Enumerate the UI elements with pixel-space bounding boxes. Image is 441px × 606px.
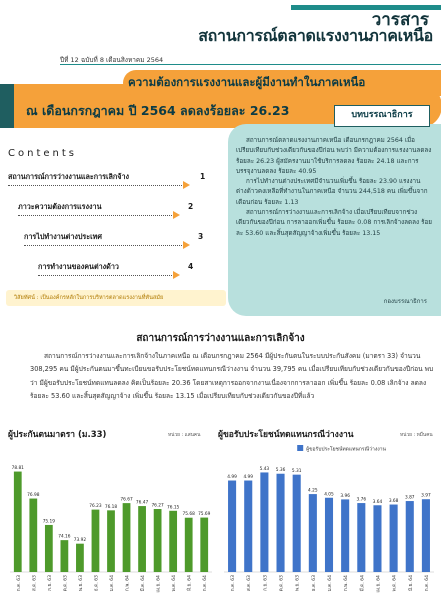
toc-item-4[interactable]: การทำงานของคนต่างด้าว bbox=[38, 262, 119, 271]
x-tick-label: มิ.ย. 64 bbox=[187, 575, 193, 591]
bar-value-label: 75.19 bbox=[42, 519, 56, 525]
x-tick-label: ก.ค. 64 bbox=[203, 575, 209, 592]
legend-label: ผู้ขอรับประโยชน์ทดแทนกรณีว่างงาน bbox=[306, 446, 386, 453]
editorial-para-1: สถานการณ์ตลาดแรงงานภาคเหนือ เดือนกรกฎาคม 2564 เมื่อเปรียบเทียบกับช่วงเดียวกันของปีก่อน พบว่า มีความต้องการแรงงานลดลง ร้อยละ 26.23 ผู้สมัครงานมาใช้บริการลดลง ร้อยละ 24.18 และการบรรจุงานลดลง ร้อยละ 40.95 bbox=[236, 137, 432, 175]
x-tick-label: ก.ย. 63 bbox=[47, 575, 53, 591]
header-rule bbox=[60, 64, 441, 65]
bar bbox=[185, 518, 193, 572]
bar bbox=[138, 506, 146, 572]
x-tick-label: พ.ย. 63 bbox=[78, 575, 84, 591]
bar bbox=[107, 510, 115, 572]
editorial-text bbox=[236, 136, 432, 239]
toc-dots-2 bbox=[18, 215, 178, 216]
editorial-signature: กองบรรณาธิการ bbox=[383, 298, 427, 305]
x-tick-label: ม.ค. 64 bbox=[328, 575, 333, 592]
issue-info: ปีที่ 12 ฉบับที่ 8 เดือนสิงหาคม 2564 bbox=[60, 56, 164, 64]
headline-banner-accent bbox=[0, 84, 14, 128]
x-tick-label: ก.ค. 63 bbox=[16, 575, 22, 592]
bar bbox=[29, 499, 37, 572]
toc-page-3: 3 bbox=[198, 232, 204, 241]
chart-1 bbox=[4, 440, 216, 602]
bar-value-label: 76.18 bbox=[104, 504, 118, 510]
x-tick-label: มี.ค. 64 bbox=[360, 575, 366, 592]
bar-value-label: 76.23 bbox=[89, 504, 102, 510]
bar-value-label: 4.25 bbox=[308, 488, 318, 494]
bar-value-label: 4.05 bbox=[324, 492, 334, 498]
bar bbox=[341, 499, 349, 572]
x-tick-label: ก.ย. 63 bbox=[263, 575, 269, 591]
toc-arrow-icon bbox=[173, 271, 180, 279]
bar bbox=[277, 474, 285, 572]
bar bbox=[92, 510, 100, 572]
x-tick-label: ธ.ค. 63 bbox=[94, 575, 100, 592]
bar-value-label: 76.67 bbox=[120, 497, 133, 503]
bar-value-label: 3.87 bbox=[404, 495, 415, 501]
x-tick-label: ก.ค. 63 bbox=[231, 575, 237, 592]
bar-value-label: 5.43 bbox=[259, 466, 270, 472]
x-tick-label: พ.ค. 64 bbox=[172, 575, 178, 592]
bar bbox=[260, 472, 268, 572]
contents-heading: Contents bbox=[8, 148, 77, 159]
bar bbox=[61, 540, 69, 572]
bar bbox=[293, 475, 301, 572]
bar-value-label: 4.99 bbox=[227, 475, 237, 481]
bar bbox=[357, 503, 365, 572]
x-tick-label: เม.ย. 64 bbox=[156, 575, 162, 593]
x-tick-label: พ.ย. 63 bbox=[295, 575, 301, 591]
section-body: สถานการณ์การว่างงานและการเลิกจ้างในภาคเหนือ ณ เดือนกรกฎาคม 2564 มีผู้ประกันตนในระบบประกันสังคม (มาตรา 33) จำนวน 308,295 คน มีผู้ประกันตนมาขึ้นทะเบียนขอรับประโยชน์ทดแทนกรณีว่างงาน จำนวน 39,795 คน เมื่อเปรียบเทียบกับช่วงเดียวกันของปีก่อน พบว่า มีผู้ขอรับประโยชน์ทดแทนลดลง คิดเป็นร้อยละ 20.36 โดยสาเหตุการออกจากงานเนื่องจากการลาออก เพิ่มขึ้น ร้อยละ 0.08 เลิกจ้าง ลดลง ร้อยละ 53.60 และสิ้นสุดสัญญาจ้าง เพิ่มขึ้น ร้อยละ 13.15 เมื่อเปรียบเทียบกับช่วงเดียวกันของปีที่แล้ว bbox=[30, 352, 434, 400]
bar-value-label: 73.92 bbox=[73, 538, 87, 544]
bar bbox=[228, 481, 236, 572]
vision-statement: วิสัยทัศน์ : เป็นองค์กรหลักในการบริหารตลาดแรงงานที่ทันสมัย bbox=[6, 290, 226, 306]
bar-value-label: 3.68 bbox=[388, 499, 399, 505]
x-tick-label: ต.ค. 63 bbox=[63, 575, 69, 592]
magazine-title: วารสาร bbox=[371, 10, 429, 30]
bar-value-label: 75.69 bbox=[198, 512, 211, 518]
bar-value-label: 5.36 bbox=[275, 468, 286, 474]
bar-value-label: 3.96 bbox=[340, 493, 350, 499]
bar-value-label: 5.31 bbox=[291, 469, 302, 475]
x-tick-label: ก.พ. 64 bbox=[125, 575, 131, 592]
toc-item-2[interactable]: ภาวะความต้องการแรงงาน bbox=[18, 202, 102, 211]
bar-value-label: 3.64 bbox=[372, 499, 383, 505]
chart-2-title: ผู้ขอรับประโยชน์ทดแทนกรณีว่างงาน bbox=[218, 430, 354, 440]
magazine-subtitle: สถานการณ์ตลาดแรงงานภาคเหนือ bbox=[198, 26, 433, 45]
editorial-para-3: สถานการณ์การว่างงานและการเลิกจ้าง เมื่อเปรียบเทียบจากช่วงเดียวกันของปีก่อน การลาออกเพิ่มขึ้น ร้อยละ 0.08 การเลิกจ้างลดลง ร้อยละ 53.60 และสิ้นสุดสัญญาจ้างเพิ่มขึ้น ร้อยละ 13.15 bbox=[236, 209, 432, 237]
bar bbox=[76, 544, 84, 572]
bar-value-label: 76.27 bbox=[151, 503, 164, 509]
x-tick-label: ส.ค. 63 bbox=[32, 575, 38, 592]
x-tick-label: มิ.ย. 64 bbox=[408, 575, 414, 591]
toc-item-1[interactable]: สถานการณ์การว่างงานและการเลิกจ้าง bbox=[8, 172, 130, 181]
editorial-para-2: การไปทำงานต่างประเทศมีจำนวนเพิ่มขึ้น ร้อยละ 23.90 แรงงานต่างด้าวคงเหลือที่ทำงานในภาคเหนือ จำนวน 244,518 คน เพิ่มขึ้นจากเดือนก่อน ร้อยละ 1.13 bbox=[236, 178, 428, 206]
chart-1-title: ผู้ประกันตนมาตรา (ม.33) bbox=[8, 430, 107, 440]
chart-1-unit: หน่วย : แสนคน bbox=[168, 433, 201, 438]
bar-value-label: 76.98 bbox=[27, 493, 40, 499]
x-tick-label: เม.ย. 64 bbox=[376, 575, 382, 593]
x-tick-label: ต.ค. 63 bbox=[279, 575, 285, 592]
toc-item-3[interactable]: การไปทำงานต่างประเทศ bbox=[24, 232, 102, 241]
bar bbox=[373, 505, 381, 572]
headline-line-1: ความต้องการแรงงานและผู้มีงานทำในภาคเหนือ bbox=[128, 75, 366, 89]
bar bbox=[325, 498, 333, 572]
x-tick-label: ส.ค. 63 bbox=[247, 575, 253, 592]
bar bbox=[123, 503, 131, 572]
x-tick-label: มี.ค. 64 bbox=[141, 575, 147, 592]
bar-value-label: 76.47 bbox=[135, 500, 149, 506]
toc-arrow-icon bbox=[183, 181, 190, 189]
bar bbox=[422, 499, 430, 572]
toc-page-1: 1 bbox=[200, 172, 206, 181]
bar-value-label: 76.15 bbox=[166, 505, 180, 511]
bar bbox=[200, 518, 208, 572]
x-tick-label: ก.ค. 64 bbox=[424, 575, 430, 592]
section-title: สถานการณ์การว่างงานและการเลิกจ้าง bbox=[136, 333, 305, 344]
bar bbox=[45, 525, 53, 572]
toc-arrow-icon bbox=[173, 211, 180, 219]
toc-dots-3 bbox=[24, 245, 188, 246]
bar bbox=[390, 505, 398, 572]
toc-dots-4 bbox=[38, 275, 178, 276]
bar bbox=[169, 511, 177, 572]
bar-value-label: 75.68 bbox=[182, 512, 195, 518]
chart-2 bbox=[218, 440, 438, 602]
bar bbox=[14, 472, 22, 572]
chart-2-unit: หน่วย : หมื่นคน bbox=[400, 433, 433, 438]
legend-swatch bbox=[297, 445, 303, 451]
bar-value-label: 3.76 bbox=[356, 497, 367, 503]
x-tick-label: ก.พ. 64 bbox=[344, 575, 350, 592]
bar-value-label: 3.97 bbox=[421, 493, 431, 499]
toc-page-4: 4 bbox=[188, 262, 194, 271]
toc-dots-1 bbox=[8, 185, 188, 186]
bar bbox=[154, 509, 162, 572]
bar bbox=[309, 494, 317, 572]
x-tick-label: พ.ค. 64 bbox=[392, 575, 398, 592]
editorial-label: บทบรรณาธิการ bbox=[334, 105, 430, 127]
bar bbox=[244, 481, 252, 572]
bar bbox=[406, 501, 414, 572]
x-tick-label: ม.ค. 64 bbox=[110, 575, 115, 592]
bar-value-label: 74.16 bbox=[58, 534, 71, 540]
headline-line-2: ณ เดือนกรกฎาคม ปี 2564 ลดลงร้อยละ 26.23 bbox=[26, 103, 290, 118]
toc-page-2: 2 bbox=[188, 202, 194, 211]
toc-arrow-icon bbox=[183, 241, 190, 249]
bar-value-label: 4.99 bbox=[243, 475, 254, 481]
x-tick-label: ธ.ค. 63 bbox=[311, 575, 317, 592]
bar-value-label: 78.81 bbox=[11, 466, 24, 472]
